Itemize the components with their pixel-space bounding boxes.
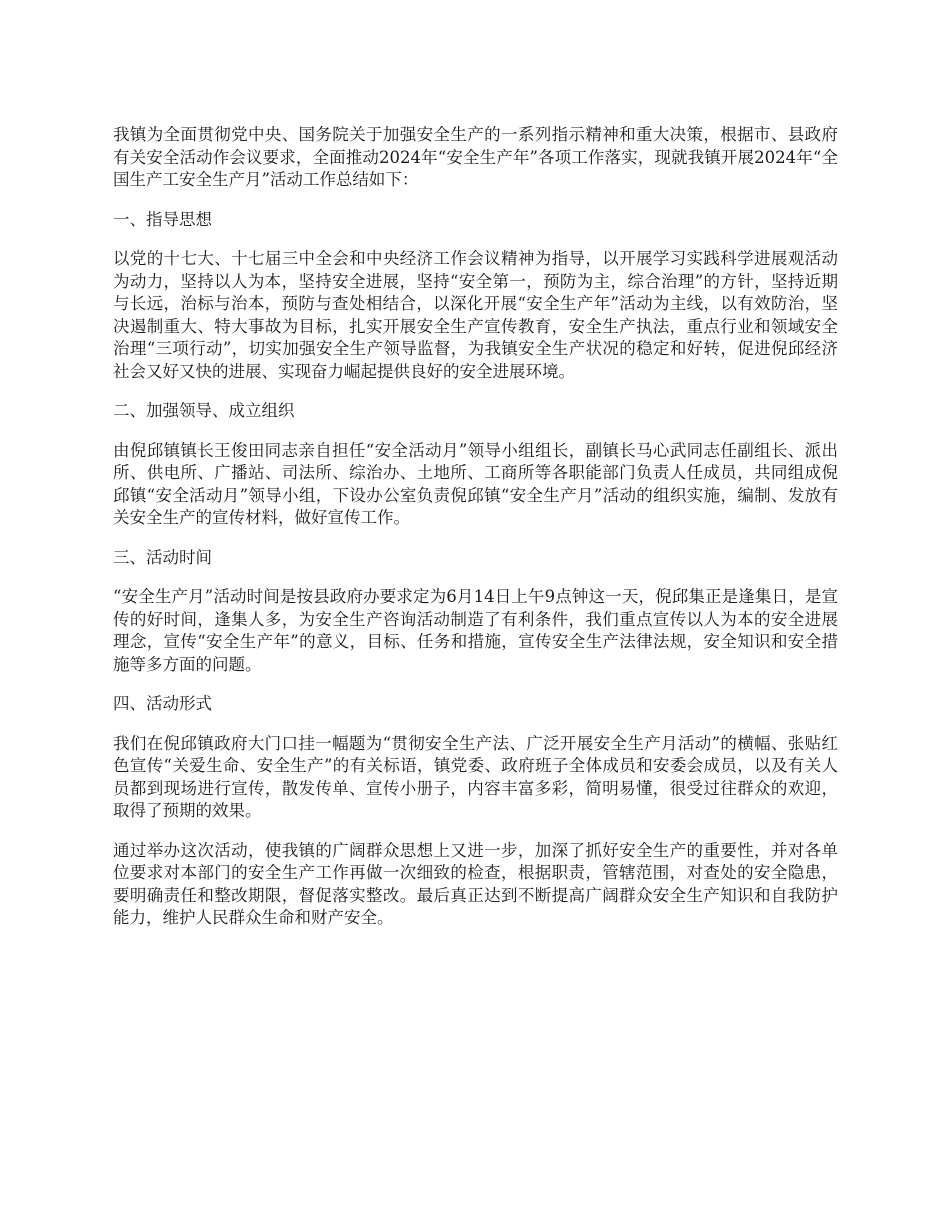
section-paragraph: 我们在倪邱镇政府大门口挂一幅题为“贯彻安全生产法、广泛开展安全生产月活动”的横幅、张贴红色宣传“关爱生命、安全生产”的有关标语，镇党委、政府班子全体成员和安委会成员，以及有关人员都到现场进行宣传，散发传单、宣传小册子，内容丰富多彩，简明易懂，很受过往群众的欢迎，取得了预期的效果。 [113,733,838,820]
section-heading-activity-time: 三、活动时间 [113,547,212,567]
section-paragraph: 以党的十七大、十七届三中全会和中央经济工作会议精神为指导，以开展学习实践科学进展观活动为动力，坚持以人为本，坚持安全进展，坚持“安全第一，预防为主，综合治理”的方针，坚持近期与长远，治标与治本，预防与查处相结合，以深化开展“安全生产年”活动为主线，以有效防治，坚决遏制重大、特大事故为目标，扎实开展安全生产宣传教育，安全生产执法，重点行业和领域安全治理“三项行动”，切实加强安全生产领导监督，为我镇安全生产状况的稳定和好转，促进倪邱经济社会又好又快的进展、实现奋力崛起提供良好的安全进展环境。 [113,249,838,381]
section-heading-activity-form: 四、活动形式 [113,694,212,713]
intro-paragraph: 我镇为全面贯彻党中央、国务院关于加强安全生产的一系列指示精神和重大决策，根据市、县政府有关安全活动作会议要求，全面推动2024年“安全生产年”各项工作落实，现就我镇开展2024年“全国生产工安全生产月”活动工作总结如下： [113,125,838,189]
section-paragraph: 通过举办这次活动，使我镇的广阔群众思想上又进一步，加深了抓好安全生产的重要性，并对各单位要求对本部门的安全生产工作再做一次细致的检查，根据职责，管辖范围，对查处的安全隐患，要明确责任和整改期限，督促落实整改。最后真正达到不断提高广阔群众安全生产知识和自我防护能力，维护人民群众生命和财产安全。 [113,840,838,927]
section-paragraph: “安全生产月”活动时间是按县政府办要求定为6月14日上午9点钟这一天，倪邱集正是逢集日，是宣传的好时间，逢集人多，为安全生产咨询活动制造了有利条件，我们重点宣传以人为本的安全进展理念，宣传“安全生产年”的意义，目标、任务和措施，宣传安全生产法律法规，安全知识和安全措施等多方面的问题。 [113,587,838,674]
section-heading-leadership: 二、加强领导、成立组织 [113,401,295,420]
section-paragraph: 由倪邱镇镇长王俊田同志亲自担任“安全活动月”领导小组组长，副镇长马心武同志任副组长、派出所、供电所、广播站、司法所、综治办、土地所、工商所等各职能部门负责人任成员，共同组成倪邱镇“安全活动月”领导小组，下设办公室负责倪邱镇“安全生产月”活动的组织实施，编制、发放有关安全生产的宣传材料，做好宣传工作。 [113,440,838,527]
section-heading-guiding-thought: 一、指导思想 [113,209,212,229]
document-page [113,124,838,947]
